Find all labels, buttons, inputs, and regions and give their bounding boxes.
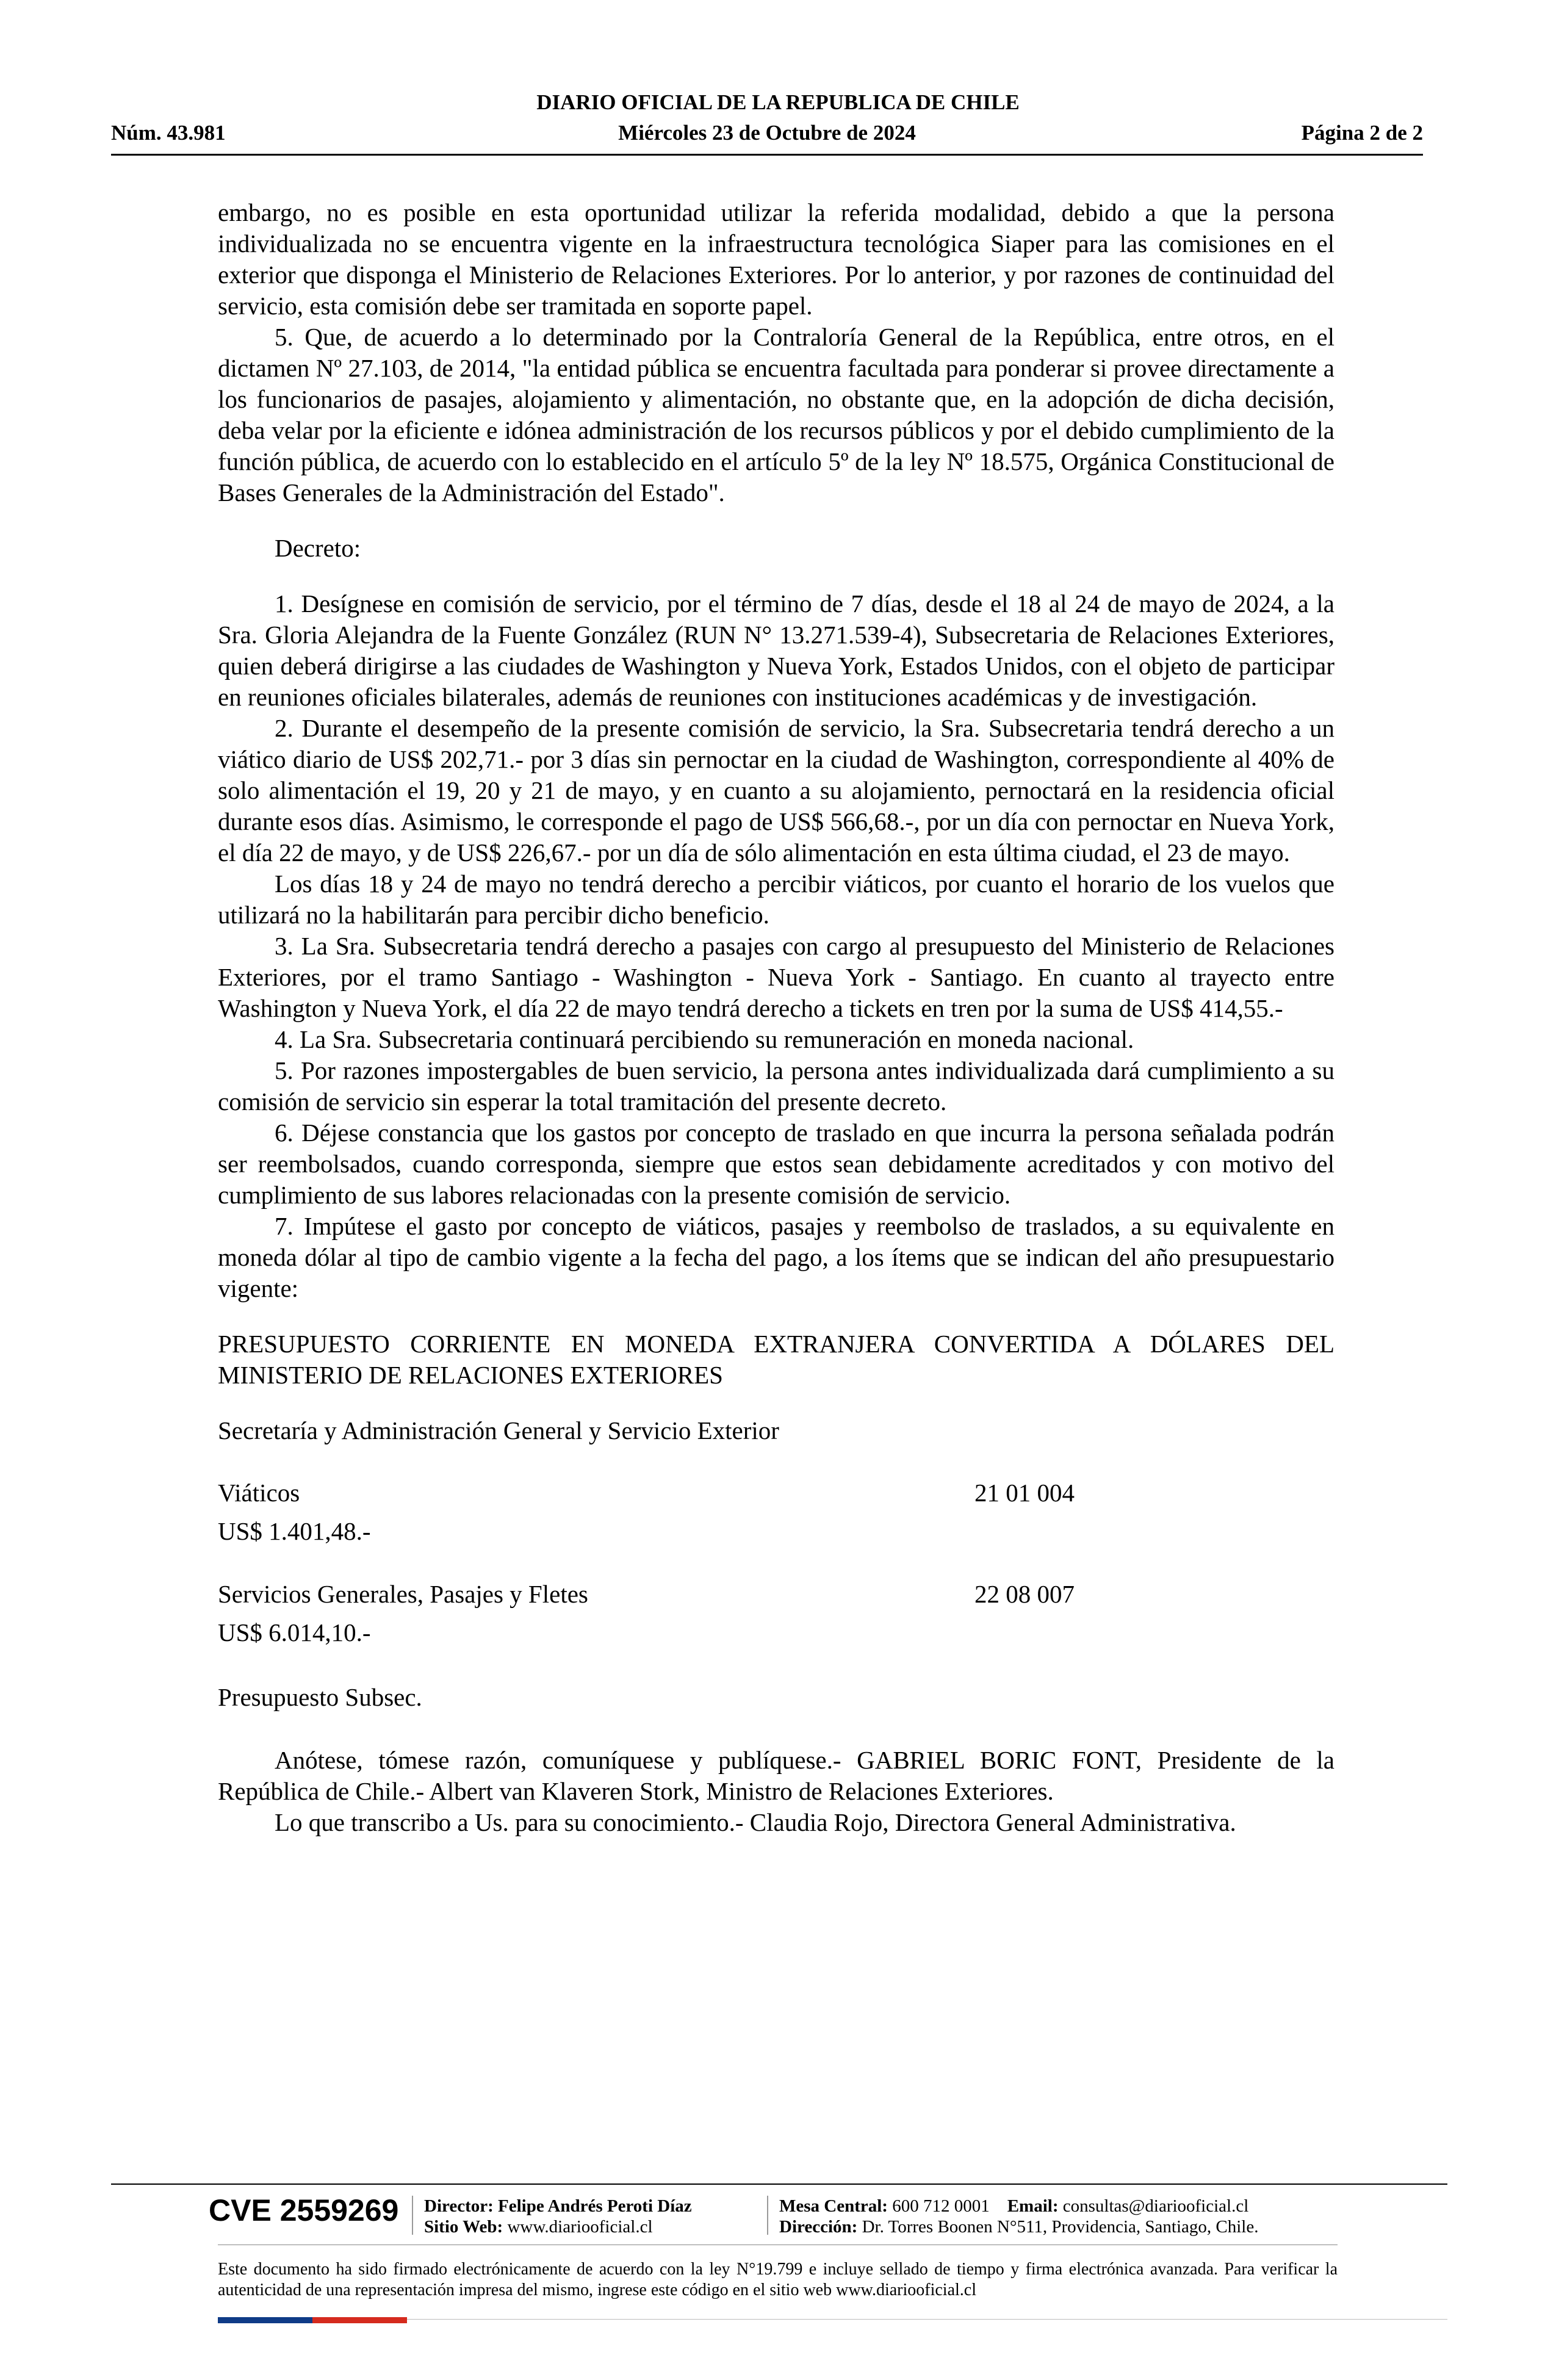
header-row [111, 122, 1423, 146]
budget-item-amount: US$ 6.014,10.- [218, 1618, 371, 1646]
address-value: Dr. Torres Boonen N°511, Providencia, Santiago, Chile. [862, 2217, 1259, 2237]
footer-contact-block [779, 2196, 1258, 2237]
budget-item-servicios [218, 1579, 1334, 1610]
director-name: Felipe Andrés Peroti Díaz [498, 2196, 692, 2216]
budget-item-amount: US$ 1.401,48.- [218, 1517, 371, 1545]
email-link[interactable]: consultas@diariooficial.cl [1062, 2196, 1249, 2216]
website-label: Sitio Web: [424, 2217, 503, 2237]
footer-director-block [424, 2196, 692, 2237]
footer-separator [767, 2196, 768, 2235]
decree-article-6: 6. Déjese constancia que los gastos por concepto de traslado en que incurra la persona señalada podrán ser reembolsados, cuando corresponda, siempre que estos sean debidamente acreditados y con motivo del cumplimiento de sus labores relacionadas con la presente comisión de servicio. [218, 1119, 1334, 1209]
decree-article-2-note: Los días 18 y 24 de mayo no tendrá derecho a percibir viáticos, por cuanto el horario de los vuelos que utilizará no la habilitarán para percibir dicho beneficio. [218, 870, 1334, 929]
budget-note: Presupuesto Subsec. [218, 1683, 422, 1711]
issue-date: Miércoles 23 de Octubre de 2024 [618, 121, 916, 145]
budget-item-label: Servicios Generales, Pasajes y Fletes [218, 1580, 588, 1608]
considerando-5: 5. Que, de acuerdo a lo determinado por la Contraloría General de la República, entre otros, en el dictamen Nº 27.103, de 2014, "la entidad pública se encuentra facultada para ponderar si provee directamente a los funcionarios de pasajes, alojamiento y alimentación, no obstante que, en la adopción de dicha decisión, deba velar por la eficiente e idónea administración de los recursos públicos y por el debido cumplimiento de la función pública, de acuerdo con lo establecido en el artículo 5º de la ley Nº 18.575, Orgánica Constitucional de Bases Generales de la Administración del Estado". [218, 323, 1334, 507]
decree-article-7: 7. Impútese el gasto por concepto de viáticos, pasajes y reembolso de traslados, a su equivalente en moneda dólar al tipo de cambio vigente a la fecha del pago, a los ítems que se indican del año presupuestario vigente: [218, 1212, 1334, 1302]
decree-article-1: 1. Desígnese en comisión de servicio, por el término de 7 días, desde el 18 al 24 de mayo de 2024, a la Sra. Gloria Alejandra de la Fuente González (RUN N° 13.271.539-4), Subsecretaria de Relaciones Exteriores, quien deberá dirigirse a las ciudades de Washington y Nueva York, Estados Unidos, con el objeto de participar en reuniones oficiales bilaterales, además de reuniones con instituciones académicas y de investigación. [218, 590, 1334, 711]
closing-signatures: Anótese, tómese razón, comuníquese y publíquese.- GABRIEL BORIC FONT, Presidente de la República de Chile.- Albert van Klaveren Stork, Ministro de Relaciones Exteriores. [218, 1746, 1334, 1805]
email-label: Email: [1007, 2196, 1059, 2216]
flag-stripe-red [312, 2317, 407, 2323]
phone-label: Mesa Central: [779, 2196, 888, 2216]
website-link[interactable]: www.diariooficial.cl [507, 2217, 653, 2237]
issue-number: Núm. 43.981 [111, 121, 226, 145]
address-label: Dirección: [779, 2217, 858, 2237]
flag-stripe-blue [218, 2317, 312, 2323]
intro-paragraph: embargo, no es posible en esta oportunidad utilizar la referida modalidad, debido a que la persona individualizada no se encuentra vigente en la infraestructura tecnológica Siaper para las comisiones en el exterior que disponga el Ministerio de Relaciones Exteriores. Por lo anterior, y por razones de continuidad del servicio, esta comisión debe ser tramitada en soporte papel. [218, 198, 1334, 320]
header-divider [111, 154, 1423, 156]
decree-article-2: 2. Durante el desempeño de la presente comisión de servicio, la Sra. Subsecretaria tendrá derecho a un viático diario de US$ 202,71.- por 3 días sin pernoctar en la ciudad de Washington, correspondiente al 40% de solo alimentación el 19, 20 y 21 de mayo, y en cuanto a su alojamiento, pernoctará en la residencia oficial durante esos días. Asimismo, le corresponde el pago de US$ 566,68.-, por un día con pernoctar en Nueva York, el día 22 de mayo, y de US$ 226,67.- por un día de sólo alimentación en esta última ciudad, el 23 de mayo. [218, 714, 1334, 867]
decree-article-5: 5. Por razones impostergables de buen servicio, la persona antes individualizada dará cumplimiento a su comisión de servicio sin esperar la total tramitación del presente decreto. [218, 1056, 1334, 1116]
gazette-title: DIARIO OFICIAL DE LA REPUBLICA DE CHILE [536, 90, 1020, 114]
footer-divider [111, 2183, 1447, 2185]
decree-article-4: 4. La Sra. Subsecretaria continuará percibiendo su remuneración en moneda nacional. [275, 1025, 1134, 1053]
cve-code: CVE 2559269 [209, 2193, 399, 2227]
phone-number: 600 712 0001 [892, 2196, 990, 2216]
budget-item-code: 22 08 007 [974, 1580, 1075, 1608]
budget-item-label: Viáticos [218, 1479, 300, 1507]
budget-title: PRESUPUESTO CORRIENTE EN MONEDA EXTRANJERA CONVERTIDA A DÓLARES DEL MINISTERIO DE RELACIONES EXTERIORES [218, 1330, 1334, 1389]
budget-item-viaticos [218, 1477, 1334, 1509]
director-label: Director: [424, 2196, 494, 2216]
decree-article-3: 3. La Sra. Subsecretaria tendrá derecho a pasajes con cargo al presupuesto del Ministerio de Relaciones Exteriores, por el tramo Santiago - Washington - Nueva York - Santiago. En cuanto al trayecto entre Washington y Nueva York, el día 22 de mayo tendrá derecho a tickets en tren por la suma de US$ 414,55.- [218, 932, 1334, 1022]
budget-section: Secretaría y Administración General y Servicio Exterior [218, 1416, 779, 1444]
document-body [218, 197, 1334, 1838]
signature-notice: Este documento ha sido firmado electrónicamente de acuerdo con la ley N°19.799 e incluye sellado de tiempo y firma electrónica avanzada. Para verificar la autenticidad de una representación impresa del mismo, ingrese este código en el sitio web www.diariooficial.cl [218, 2260, 1338, 2299]
page-indicator: Página 2 de 2 [1301, 121, 1423, 145]
footer-separator [412, 2196, 413, 2235]
budget-item-code: 21 01 004 [974, 1479, 1075, 1507]
closing-transcription: Lo que transcribo a Us. para su conocimiento.- Claudia Rojo, Directora General Administrativa. [275, 1808, 1236, 1836]
decreto-heading: Decreto: [275, 534, 361, 562]
